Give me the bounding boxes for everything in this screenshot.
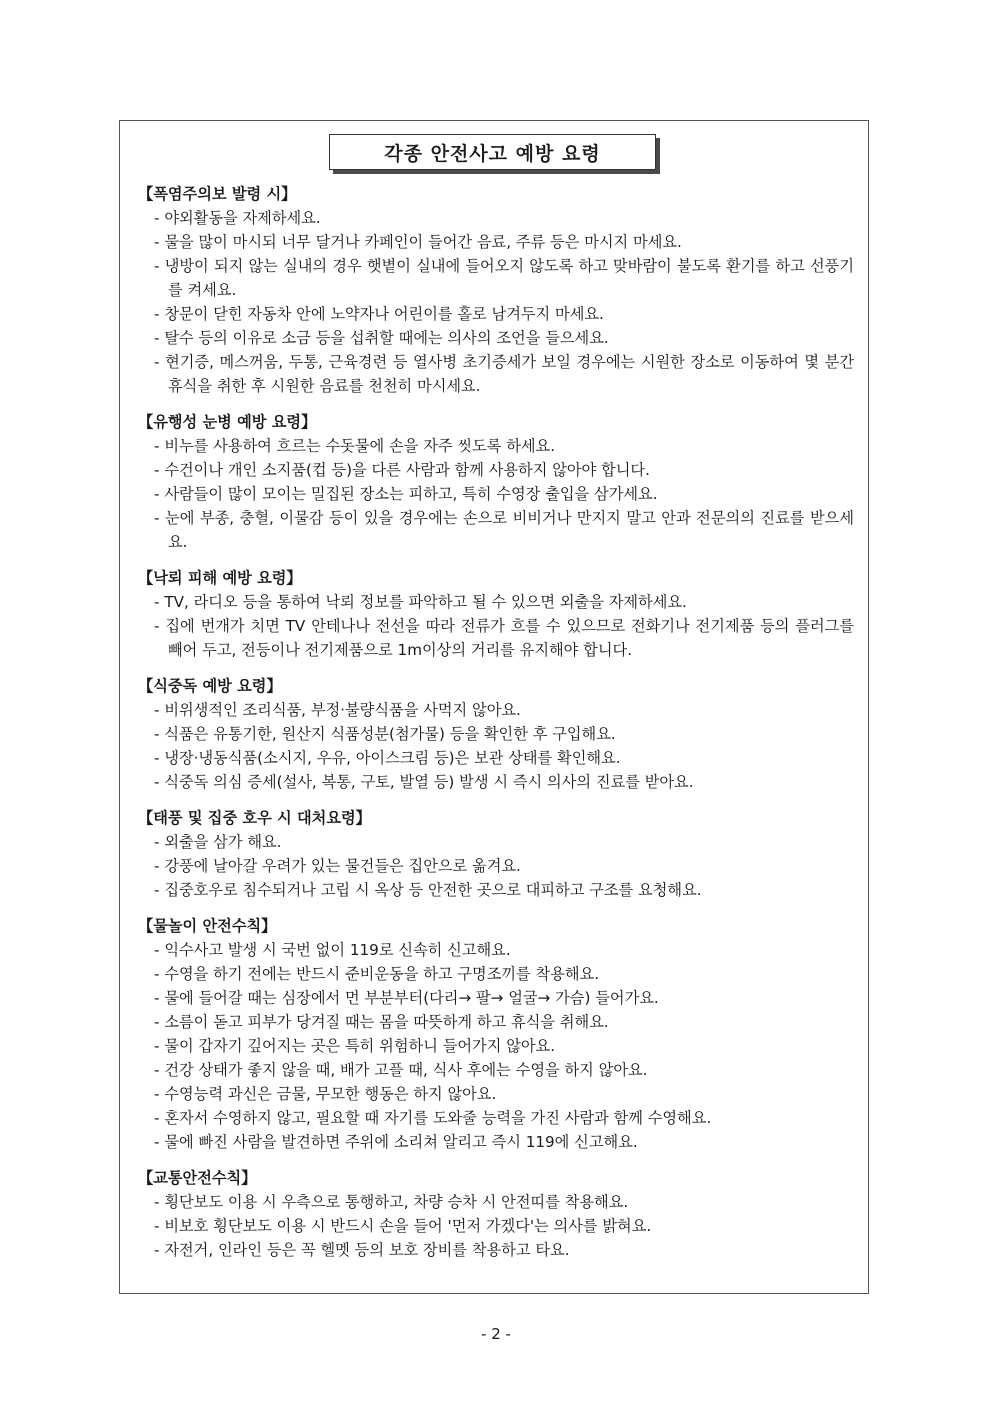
section <box>138 410 854 554</box>
section-heading: 【식중독 예방 요령】 <box>138 677 282 695</box>
list-item: - 물이 갑자기 깊어지는 곳은 특히 위험하니 들어가지 않아요. <box>138 1034 854 1058</box>
list-item: - 횡단보도 이용 시 우측으로 통행하고, 차량 승차 시 안전띠를 착용해요. <box>138 1190 854 1214</box>
list-item: - 물을 많이 마시되 너무 달거나 카페인이 들어간 음료, 주류 등은 마시지 마세요. <box>138 230 854 254</box>
section-heading: 【물놀이 안전수칙】 <box>138 917 277 935</box>
list-item: - 소름이 돋고 피부가 당겨질 때는 몸을 따뜻하게 하고 휴식을 취해요. <box>138 1010 854 1034</box>
list-item: - 식중독 의심 증세(설사, 복통, 구토, 발열 등) 발생 시 즉시 의사의 진료를 받아요. <box>138 770 854 794</box>
page-number: - 2 - <box>481 1325 511 1343</box>
list-item: - 냉방이 되지 않는 실내의 경우 햇볕이 실내에 들어오지 않도록 하고 맞바람이 불도록 환기를 하고 선풍기를 켜세요. <box>138 254 854 302</box>
list-item: - 자전거, 인라인 등은 꼭 헬멧 등의 보호 장비를 착용하고 타요. <box>138 1238 854 1262</box>
list-item: - 익수사고 발생 시 국번 없이 119로 신속히 신고해요. <box>138 938 854 962</box>
list-item: - 사람들이 많이 모이는 밀집된 장소는 피하고, 특히 수영장 출입을 삼가세요. <box>138 482 854 506</box>
section <box>138 566 854 662</box>
list-item: - 창문이 닫힌 자동차 안에 노약자나 어린이를 홀로 남겨두지 마세요. <box>138 302 854 326</box>
section <box>138 914 854 1154</box>
list-item: - 수영능력 과신은 금물, 무모한 행동은 하지 않아요. <box>138 1082 854 1106</box>
section <box>138 1166 854 1262</box>
list-item: - 물에 빠진 사람을 발견하면 주위에 소리쳐 알리고 즉시 119에 신고해요. <box>138 1130 854 1154</box>
list-item: - 혼자서 수영하지 않고, 필요할 때 자기를 도와줄 능력을 가진 사람과 함께 수영해요. <box>138 1106 854 1130</box>
title-box <box>329 134 656 170</box>
list-item: - 현기증, 메스꺼움, 두통, 근육경련 등 열사병 초기증세가 보일 경우에는 시원한 장소로 이동하여 몇 분간 휴식을 취한 후 시원한 음료를 천천히 마시세요. <box>138 350 854 398</box>
section-heading: 【유행성 눈병 예방 요령】 <box>138 413 317 431</box>
list-item: - 비보호 횡단보도 이용 시 반드시 손을 들어 '먼저 가겠다'는 의사를 밝혀요. <box>138 1214 854 1238</box>
list-item: - 집중호우로 침수되거나 고립 시 옥상 등 안전한 곳으로 대피하고 구조를 요청해요. <box>138 878 854 902</box>
list-item: - 비위생적인 조리식품, 부정·불량식품을 사먹지 않아요. <box>138 698 854 722</box>
list-item: - 탈수 등의 이유로 소금 등을 섭취할 때에는 의사의 조언을 들으세요. <box>138 326 854 350</box>
list-item: - 냉장·냉동식품(소시지, 우유, 아이스크림 등)은 보관 상태를 확인해요. <box>138 746 854 770</box>
list-item: - 물에 들어갈 때는 심장에서 먼 부분부터(다리→ 팔→ 얼굴→ 가슴) 들어가요. <box>138 986 854 1010</box>
list-item: - 건강 상태가 좋지 않을 때, 배가 고플 때, 식사 후에는 수영을 하지 않아요. <box>138 1058 854 1082</box>
list-item: - TV, 라디오 등을 통하여 낙뢰 정보를 파악하고 될 수 있으면 외출을 자제하세요. <box>138 590 854 614</box>
list-item: - 수영을 하기 전에는 반드시 준비운동을 하고 구명조끼를 착용해요. <box>138 962 854 986</box>
section <box>138 806 854 902</box>
list-item: - 식품은 유통기한, 원산지 식품성분(첨가물) 등을 확인한 후 구입해요. <box>138 722 854 746</box>
document-body <box>138 182 854 1274</box>
list-item: - 야외활동을 자제하세요. <box>138 206 854 230</box>
list-item: - 눈에 부종, 충혈, 이물감 등이 있을 경우에는 손으로 비비거나 만지지 말고 안과 전문의의 진료를 받으세요. <box>138 506 854 554</box>
section-heading: 【폭염주의보 발령 시】 <box>138 185 297 203</box>
section-heading: 【교통안전수칙】 <box>138 1169 257 1187</box>
list-item: - 수건이나 개인 소지품(컵 등)을 다른 사람과 함께 사용하지 않아야 합니다. <box>138 458 854 482</box>
list-item: - 외출을 삼가 해요. <box>138 830 854 854</box>
section <box>138 674 854 794</box>
section-heading: 【태풍 및 집중 호우 시 대처요령】 <box>138 809 371 827</box>
page-title: 각종 안전사고 예방 요령 <box>384 142 601 165</box>
list-item: - 강풍에 날아갈 우려가 있는 물건들은 집안으로 옮겨요. <box>138 854 854 878</box>
list-item: - 집에 번개가 치면 TV 안테나나 전선을 따라 전류가 흐를 수 있으므로 전화기나 전기제품 등의 플러그를 빼어 두고, 전등이나 전기제품으로 1m이상의 거리를 유지해야 합니다. <box>138 614 854 662</box>
section <box>138 182 854 398</box>
section-heading: 【낙뢰 피해 예방 요령】 <box>138 569 302 587</box>
list-item: - 비누를 사용하여 흐르는 수돗물에 손을 자주 씻도록 하세요. <box>138 434 854 458</box>
